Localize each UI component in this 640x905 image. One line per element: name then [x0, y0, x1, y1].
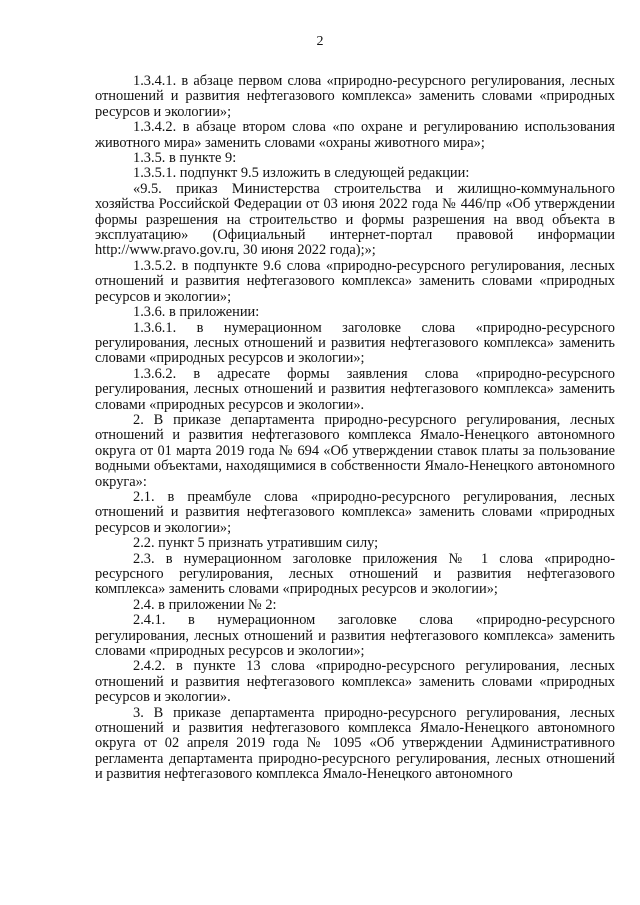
paragraph-2-3: 2.3. в нумерационном заголовке приложения № 1 слова «природно-ресурсного регулирования, лесных отношений и развития нефтегазового комплекса» заменить словами «природных ресурсов и экологии»;: [95, 550, 615, 598]
page-number: 2: [316, 34, 324, 49]
paragraph-1-3-5: 1.3.5. в пункте 9:: [133, 150, 237, 167]
paragraph-2-2: 2.2. пункт 5 признать утратившим силу;: [133, 535, 379, 552]
paragraph-1-3-6-2: 1.3.6.2. в адресате формы заявления слова «природно-ресурсного регулирования, лесных отношений и развития нефтегазового комплекса» заменить словами «природных ресурсов и экологии».: [95, 365, 615, 413]
paragraph-1-3-5-1: 1.3.5.1. подпункт 9.5 изложить в следующей редакции:: [133, 165, 470, 182]
document-body: [95, 74, 615, 783]
paragraph-1-3-5-2: 1.3.5.2. в подпункте 9.6 слова «природно-ресурсного регулирования, лесных отношений и развития нефтегазового комплекса» заменить словами «природных ресурсов и экологии»;: [95, 257, 615, 305]
paragraph-3: 3. В приказе департамента природно-ресурсного регулирования, лесных отношений и развития нефтегазового комплекса Ямало-Ненецкого автономного округа от 02 апреля 2019 года № 1095 «Об утверждении Административного регламента департамента природно-ресурсного регулирования, лесных отношений и развития нефтегазового комплекса Ямало-Ненецкого автономного: [95, 704, 615, 783]
paragraph-2: 2. В приказе департамента природно-ресурсного регулирования, лесных отношений и развития нефтегазового комплекса Ямало-Ненецкого автономного округа от 01 марта 2019 года № 694 «Об утверждении ставок платы за пользование водными объектами, находящимися в собственности Ямало-Ненецкого автономного округа»:: [95, 411, 615, 490]
paragraph-2-4-2: 2.4.2. в пункте 13 слова «природно-ресурсного регулирования, лесных отношений и развития нефтегазового комплекса» заменить словами «природных ресурсов и экологии».: [95, 658, 615, 706]
paragraph-9-5-quote: «9.5. приказ Министерства строительства и жилищно-коммунального хозяйства Российской Федерации от 03 июня 2022 года № 446/пр «Об утверждении формы разрешения на строительство и формы разрешения на ввод объекта в эксплуатацию» (Официальный интернет-портал правовой информации http://www.pravo.gov.ru, 30 июня 2022 года);»;: [95, 180, 615, 259]
paragraph-2-1: 2.1. в преамбуле слова «природно-ресурсного регулирования, лесных отношений и развития нефтегазового комплекса» заменить словами «природных ресурсов и экологии»;: [95, 488, 615, 536]
paragraph-1-3-6-1: 1.3.6.1. в нумерационном заголовке слова «природно-ресурсного регулирования, лесных отношений и развития нефтегазового комплекса» заменить словами «природных ресурсов и экологии»;: [95, 319, 615, 367]
paragraph-2-4-1: 2.4.1. в нумерационном заголовке слова «природно-ресурсного регулирования, лесных отношений и развития нефтегазового комплекса» заменить словами «природных ресурсов и экологии»;: [95, 612, 615, 660]
paragraph-1-3-4-1: 1.3.4.1. в абзаце первом слова «природно-ресурсного регулирования, лесных отношений и развития нефтегазового комплекса» заменить словами «природных ресурсов и экологии»;: [95, 73, 615, 120]
paragraph-1-3-4-2: 1.3.4.2. в абзаце втором слова «по охране и регулированию использования животного мира» заменить словами «охраны животного мира»;: [95, 119, 615, 151]
paragraph-1-3-6: 1.3.6. в приложении:: [133, 304, 260, 321]
paragraph-2-4: 2.4. в приложении № 2:: [133, 596, 277, 613]
